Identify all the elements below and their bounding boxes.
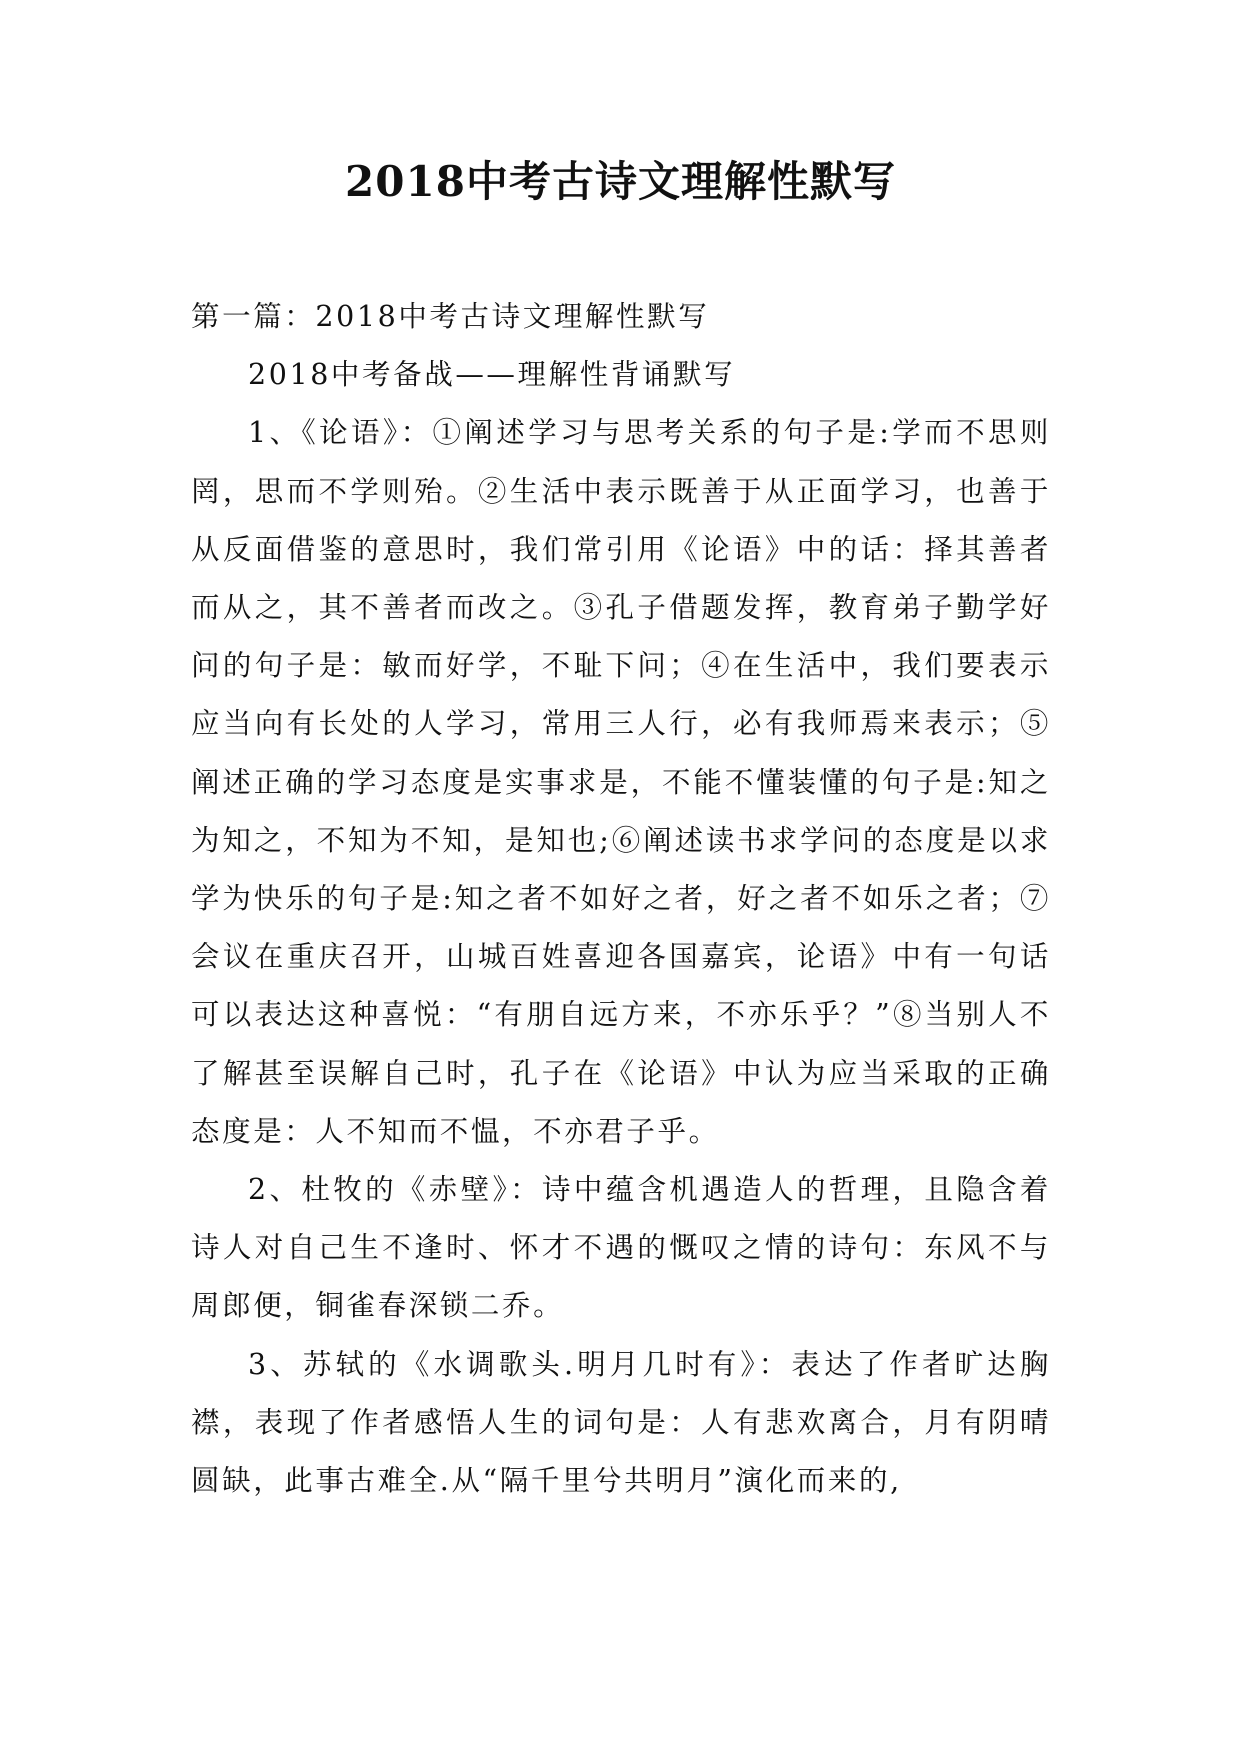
paragraph-shuidiaogetou: 3、苏轼的《水调歌头.明月几时有》：表达了作者旷达胸襟，表现了作者感悟人生的词句是：人有悲欢离合，月有阴晴圆缺，此事古难全.从“隔千里兮共明月”演化而来的, [191, 1347, 1051, 1498]
document-title: 2018中考古诗文理解性默写 [345, 157, 896, 206]
subheading: 2018中考备战——理解性背诵默写 [248, 358, 736, 392]
document-body [191, 288, 1051, 1510]
chapter-heading: 第一篇：2018中考古诗文理解性默写 [191, 300, 710, 333]
paragraph-lunyu: 1、《论语》：①阐述学习与思考关系的句子是:学而不思则罔，思而不学则殆。②生活中表示既善于从正面学习，也善于从反面借鉴的意思时，我们常引用《论语》中的话：择其善者而从之，其不善者而改之。③孔子借题发挥，教育弟子勤学好问的句子是：敏而好学，不耻下问；④在生活中，我们要表示应当向有长处的人学习，常用三人行，必有我师焉来表示；⑤阐述正确的学习态度是实事求是，不能不懂装懂的句子是:知之为知之，不知为不知，是知也;⑥阐述读书求学问的态度是以求学为快乐的句子是:知之者不如好之者，好之者不如乐之者；⑦会议在重庆召开，山城百姓喜迎各国嘉宾，论语》中有一句话可以表达这种喜悦：“有朋自远方来，不亦乐乎？”⑧当别人不了解甚至误解自己时，孔子在《论语》中认为应当采取的正确态度是：人不知而不愠，不亦君子乎。 [191, 416, 1051, 1148]
paragraph-chibi: 2、杜牧的《赤壁》：诗中蕴含机遇造人的哲理，且隐含着诗人对自己生不逢时、怀才不遇的慨叹之情的诗句：东风不与周郎便，铜雀春深锁二乔。 [191, 1173, 1051, 1323]
